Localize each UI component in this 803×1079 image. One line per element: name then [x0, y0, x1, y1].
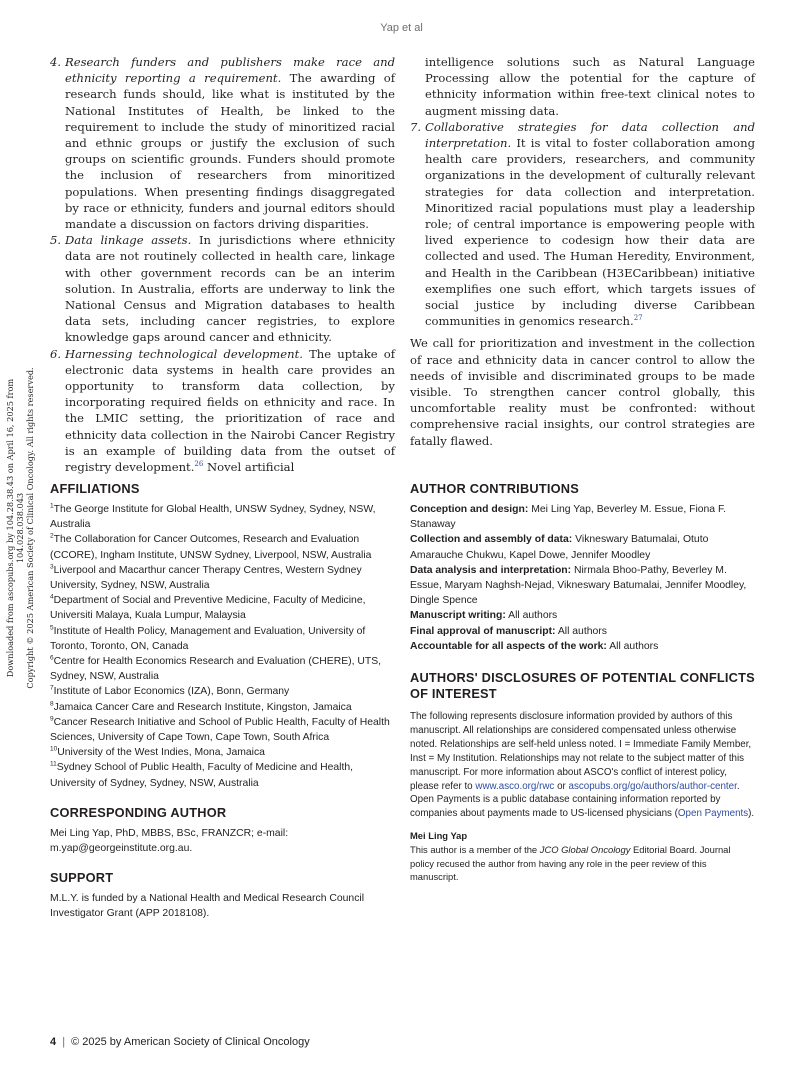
open-payments-paragraph [410, 793, 755, 821]
affiliation-item [50, 684, 395, 699]
contribution-item [410, 563, 755, 609]
footer-separator: | [62, 1036, 66, 1048]
affiliation-item [50, 624, 395, 654]
running-head: Yap et al [380, 22, 423, 34]
disclosure-author-name: Mei Ling Yap [410, 830, 468, 842]
disclosures-heading: AUTHORS' DISCLOSURES OF POTENTIAL CONFLICTS OF INTEREST [410, 670, 755, 702]
corresponding-author-heading: CORRESPONDING AUTHOR [50, 804, 227, 820]
closing-paren: ). [748, 808, 755, 820]
asco-rwc-link[interactable]: www.asco.org/rwc [475, 780, 555, 792]
closing-paragraph: We call for prioritization and investment in the collection of race and ethnicity data in cancer control to allow the needs of invisible and discriminated groups to be made visible. To strengthen cancer control globally, this uncomfortable reality must be confronted: without comprehensive racial insights, our control strategies are fatally flawed. [410, 336, 755, 448]
affiliation-item [50, 654, 395, 684]
contributions-list [410, 502, 755, 654]
affiliation-item [50, 502, 395, 532]
affiliation-text: Sydney School of Public Health, Faculty of Medicine and Health, University of Sydney, Sydney, NSW, Australia [50, 762, 354, 789]
contribution-label: Accountable for all aspects of the work: [410, 640, 607, 652]
affiliation-number: 10 [50, 745, 58, 753]
contribution-label: Conception and design: [410, 504, 529, 515]
page-footer [50, 1036, 310, 1048]
affiliation-item [50, 563, 395, 593]
item-title: Collaborative strategies for data collection and interpretation. [425, 119, 755, 151]
contribution-value: Nirmala Bhoo-Pathy, Beverley M. Essue, Maryam Naghsh-Nejad, Vikneswary Batumalai, Jennifer Moodley, Dingle Spence [410, 564, 747, 607]
affiliations-heading: AFFILIATIONS [50, 481, 140, 496]
download-notice [5, 348, 35, 708]
affiliation-number: 3 [50, 563, 54, 571]
affiliation-text: The Collaboration for Cancer Outcomes, Research and Evaluation (CCORE), Ingham Institute, UNSW Sydney, Liverpool, NSW, Australia [50, 534, 372, 561]
affiliation-number: 5 [50, 624, 54, 632]
affiliation-text: Institute of Health Policy, Management and Evaluation, University of Toronto, Toronto, ON, Canada [50, 625, 366, 652]
open-payments-text: Open Payments is a public database containing information reported by companies about payments made to US-licensed physicians ( [410, 794, 721, 820]
disclosure-author-note [410, 843, 755, 883]
download-notice-line2: Copyright © 2025 American Society of Clinical Oncology. All rights reserved. [25, 367, 35, 689]
affiliation-text: Liverpool and Macarthur cancer Therapy Centres, Western Sydney University, Sydney, NSW, Australia [50, 564, 362, 592]
item-text: It is vital to foster collaboration among health care providers, researchers, and community organizations in the development of culturally relevant strategies for data collection and interpretation. Minoritized racial populations must play a leadership role; of central importance is empowering people with lived experience to codesign how their data are collected and used. The Human Heredity, Environment, and Health in the Caribbean (H3ECaribbean) initiative exemplifies one such effort, which targets issues of social justice by including diverse Caribbean communities in genomics research. [425, 136, 756, 329]
recommendation-list-right [410, 119, 755, 330]
item-text: The uptake of electronic data systems in health care provides an opportunity to transform data collection, by incorporating required fields on ethnicity and race. In the LMIC setting, the prioritization of race and ethnicity data collection in the Nairobi Cancer Registry is an example of building data from the outset of registry development. [65, 346, 395, 475]
affiliation-number: 7 [50, 684, 54, 692]
contribution-item [410, 639, 755, 654]
affiliation-item [50, 715, 395, 745]
reference-link[interactable]: 26 [194, 460, 204, 469]
author-center-link[interactable]: ascopubs.org/go/authors/author-center [568, 780, 737, 792]
contribution-value: All authors [557, 625, 607, 637]
contribution-label: Final approval of manuscript: [410, 625, 556, 637]
affiliation-item [50, 700, 395, 715]
affiliation-number: 6 [50, 654, 54, 662]
item-number: 6. [50, 346, 62, 361]
affiliation-text: The George Institute for Global Health, UNSW Sydney, Sydney, NSW, Australia [50, 504, 376, 531]
contribution-label: Data analysis and interpretation: [410, 564, 572, 576]
contribution-item [410, 608, 755, 623]
support-text: M.L.Y. is funded by a National Health and Medical Research Council Investigator Grant (APP 2018108). [50, 893, 365, 920]
disclosures-text: The following represents disclosure information provided by authors of this manuscript. All relationships are considered compensated unless otherwise noted. Relationships are self-held unless noted. I = Immediate Family Member, Inst = My Institution. Relationships may not relate to the subject matter of this manuscript. For more information about ASCO's conflict of interest policy, please refer to [410, 711, 752, 792]
recommendation-item-7 [410, 119, 755, 330]
page-number: 4 [50, 1036, 57, 1048]
affiliation-number: 11 [50, 760, 57, 768]
copyright-text: © 2025 by American Society of Clinical Oncology [71, 1036, 310, 1048]
item-6-continuation: intelligence solutions such as Natural Language Processing allow the potential for the capture of ethnicity information within free-text clinical notes to augment missing data. [425, 55, 755, 118]
affiliation-number: 1 [50, 502, 54, 510]
affiliation-text: Jamaica Cancer Care and Research Institute, Kingston, Jamaica [53, 701, 352, 713]
contribution-item [410, 532, 755, 562]
left-column [50, 54, 396, 920]
journal-name: JCO Global Oncology [539, 844, 631, 856]
item-text-tail: Novel artificial [203, 460, 295, 475]
affiliation-number: 8 [50, 700, 54, 708]
period: . [736, 780, 740, 792]
disclosures-paragraph [410, 710, 755, 793]
contribution-value: Mei Ling Yap, Beverley M. Essue, Fiona F. Stanaway [410, 504, 727, 531]
open-payments-link[interactable]: Open Payments [677, 808, 749, 820]
recommendation-item-6 [50, 346, 395, 476]
recommendation-item-5 [50, 232, 395, 345]
affiliation-number: 9 [50, 715, 54, 723]
affiliations-list [50, 502, 395, 791]
recommendation-item-4 [50, 54, 395, 232]
item-text: The awarding of research funds should, like what is instituted by the National Institutes of Health, be linked to the requirement to include the study of minoritized racial and ethnic groups or justify the exclusion of such groups on scientific grounds. Funders should promote the inclusion of researchers from minoritized populations. When presenting findings disaggregated by race or ethnicity, funders and journal editors should mandate a discussion on factors driving disparities. [65, 71, 396, 232]
recommendation-list-left [50, 54, 395, 475]
affiliation-text: Institute of Labor Economics (IZA), Bonn, Germany [53, 686, 290, 698]
affiliation-number: 4 [50, 593, 54, 601]
contributions-heading: AUTHOR CONTRIBUTIONS [410, 481, 579, 496]
item-title: Research funders and publishers make race and ethnicity reporting a requirement. [65, 55, 395, 86]
affiliation-item [50, 760, 395, 790]
item-number: 7. [410, 119, 422, 134]
contribution-item [410, 624, 755, 639]
affiliation-number: 2 [50, 532, 54, 540]
item-title: Harnessing technological development. [65, 346, 303, 361]
item-number: 4. [50, 55, 62, 69]
corresponding-author-text: Mei Ling Yap, PhD, MBBS, BSc, FRANZCR; e-mail: m.yap@georgeinstitute.org.au. [50, 827, 289, 855]
contribution-value: All authors [508, 610, 558, 622]
affiliation-item [50, 745, 395, 760]
contribution-item [410, 502, 755, 532]
contribution-label: Collection and assembly of data: [410, 534, 573, 546]
affiliation-text: Centre for Health Economics Research and Evaluation (CHERE), UTS, Sydney, NSW, Australia [50, 656, 382, 683]
item-text: In jurisdictions where ethnicity data are not routinely collected in health care, linkage with other government records can be an interim solution. In Australia, efforts are underway to link the National Census and Migration databases to health data sets, including cancer registries, to explore knowledge gaps around cancer and ethnicity. [65, 233, 395, 345]
item-title: Data linkage assets. [65, 233, 192, 248]
note-text-end: Editorial Board. Journal policy recused the author from having any role in the peer review of this manuscript. [410, 844, 731, 882]
note-text: This author is a member of the [410, 844, 540, 856]
right-column [410, 54, 756, 882]
affiliation-text: Cancer Research Initiative and School of Public Health, Faculty of Health Sciences, University of Cape Town, Cape Town, South Africa [50, 716, 390, 744]
contribution-label: Manuscript writing: [410, 610, 506, 622]
contribution-value: Vikneswary Batumalai, Otuto Amarauche Chukwu, Kapel Dowe, Jennifer Moodley [410, 534, 709, 561]
affiliation-text: University of the West Indies, Mona, Jamaica [57, 747, 265, 759]
download-notice-line1: Downloaded from ascopubs.org by 104.28.38.43 on April 16, 2025 from 104.028.038.043 [5, 378, 25, 678]
or-text: or [557, 780, 566, 792]
affiliation-item [50, 593, 395, 623]
contribution-value: All authors [609, 640, 659, 652]
support-heading: SUPPORT [50, 870, 114, 886]
affiliation-text: Department of Social and Preventive Medicine, Faculty of Medicine, Universiti Malaya, Kuala Lumpur, Malaysia [50, 595, 366, 622]
affiliation-item [50, 532, 395, 562]
item-number: 5. [50, 233, 62, 248]
reference-link[interactable]: 27 [633, 314, 643, 323]
